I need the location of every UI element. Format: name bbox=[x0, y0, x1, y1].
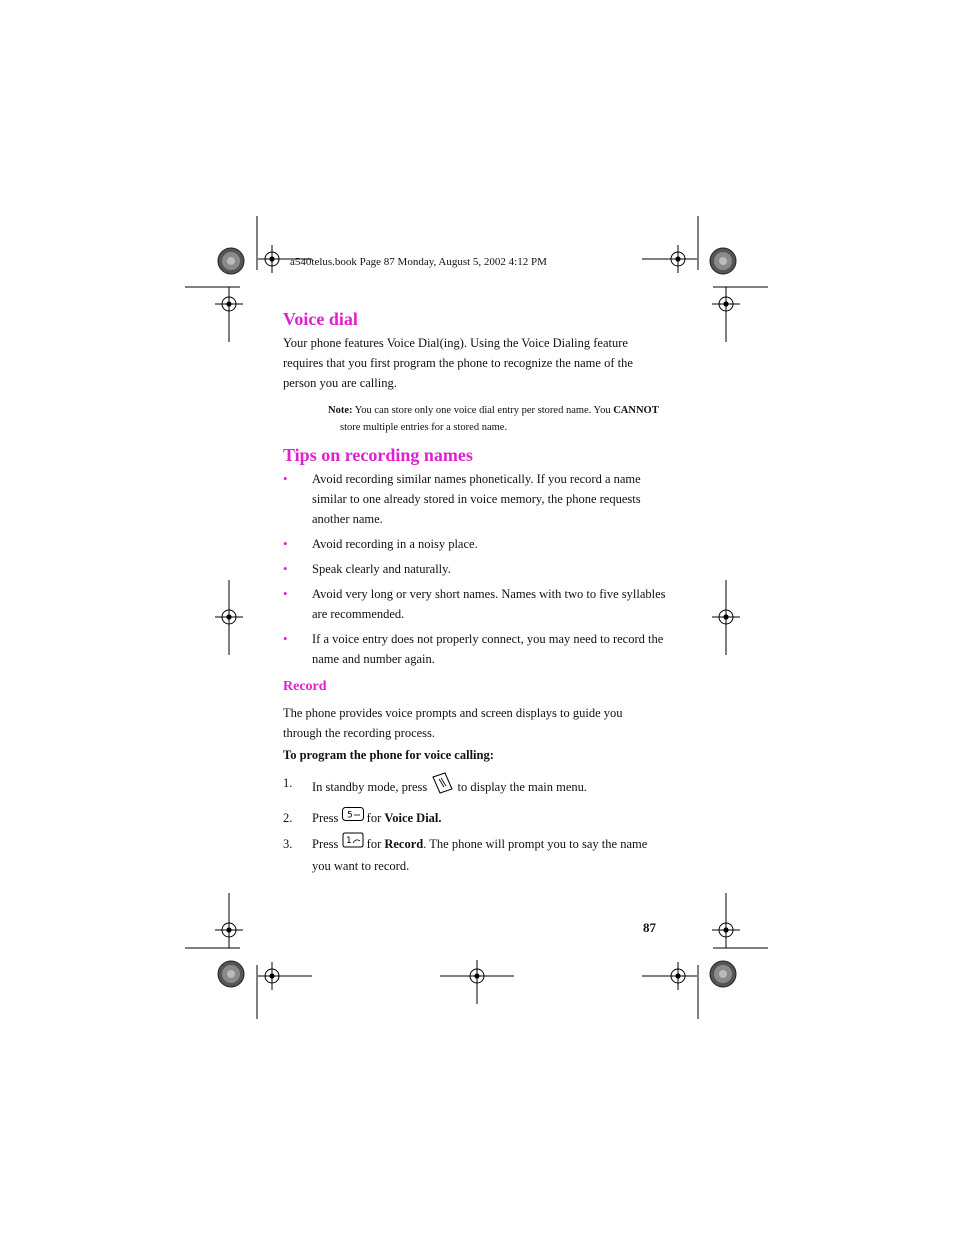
note-block bbox=[328, 402, 668, 436]
step-item bbox=[283, 834, 668, 876]
list-item bbox=[283, 584, 668, 624]
voice-dial-intro: Your phone features Voice Dial(ing). Using the Voice Dialing feature requires that you first program the phone to recognize the name of the person you are calling. bbox=[283, 336, 633, 390]
bullet-icon: • bbox=[283, 561, 288, 576]
step-item bbox=[283, 808, 668, 829]
note-text-continued: store multiple entries for a stored name. bbox=[340, 422, 508, 433]
steps-list bbox=[283, 773, 668, 881]
menu-key-icon bbox=[430, 771, 454, 801]
bullet-icon: • bbox=[283, 586, 288, 601]
tip-text: Avoid recording similar names phonetically. If you record a name similar to one already stored in voice memory, the phone requests another name. bbox=[312, 472, 641, 526]
bullet-icon: • bbox=[283, 631, 288, 646]
list-item bbox=[283, 629, 668, 669]
list-item bbox=[283, 469, 668, 529]
svg-text:5: 5 bbox=[346, 810, 353, 821]
list-item bbox=[283, 534, 668, 554]
step-text: for bbox=[363, 811, 385, 825]
step-text: In standby mode, press bbox=[312, 779, 431, 794]
tip-text: If a voice entry does not properly connect, you may need to record the name and number again. bbox=[312, 632, 664, 666]
step-number: 1. bbox=[283, 776, 293, 790]
voice-dial-heading: Voice dial bbox=[283, 309, 358, 329]
record-intro: The phone provides voice prompts and screen displays to guide you through the recording process. bbox=[283, 706, 623, 740]
tip-text: Speak clearly and naturally. bbox=[312, 562, 451, 576]
record-heading: Record bbox=[283, 679, 327, 694]
tip-text: Avoid very long or very short names. Names with two to five syllables are recommended. bbox=[312, 587, 666, 621]
step-emphasis: Record bbox=[384, 837, 424, 852]
key-1-icon bbox=[342, 832, 364, 854]
step-text: to display the main menu. bbox=[454, 779, 588, 794]
tips-heading: Tips on recording names bbox=[283, 445, 473, 465]
step-number: 3. bbox=[283, 837, 293, 852]
note-label: Note: bbox=[328, 405, 353, 416]
procedure-title: To program the phone for voice calling: bbox=[283, 748, 494, 762]
step-text: Press bbox=[312, 837, 342, 852]
tips-list bbox=[283, 469, 668, 674]
bullet-icon: • bbox=[283, 536, 288, 551]
page-number: 87 bbox=[643, 920, 656, 935]
key-5-icon bbox=[342, 807, 364, 827]
step-text: for bbox=[363, 837, 385, 852]
note-text: You can store only one voice dial entry per stored name. You bbox=[352, 405, 614, 416]
note-emphasis: CANNOT bbox=[613, 405, 659, 416]
tip-text: Avoid recording in a noisy place. bbox=[312, 537, 478, 551]
running-header: a540telus.book Page 87 Monday, August 5, 2002 4:12 PM bbox=[290, 256, 547, 268]
step-emphasis: Voice Dial. bbox=[384, 811, 442, 825]
svg-text:1: 1 bbox=[345, 836, 352, 847]
step-number: 2. bbox=[283, 811, 293, 825]
step-text: . The phone will prompt you to say the name you want to record. bbox=[312, 837, 648, 874]
list-item bbox=[283, 559, 668, 579]
step-item bbox=[283, 773, 668, 803]
bullet-icon: • bbox=[283, 471, 288, 486]
step-text: Press bbox=[312, 811, 342, 825]
